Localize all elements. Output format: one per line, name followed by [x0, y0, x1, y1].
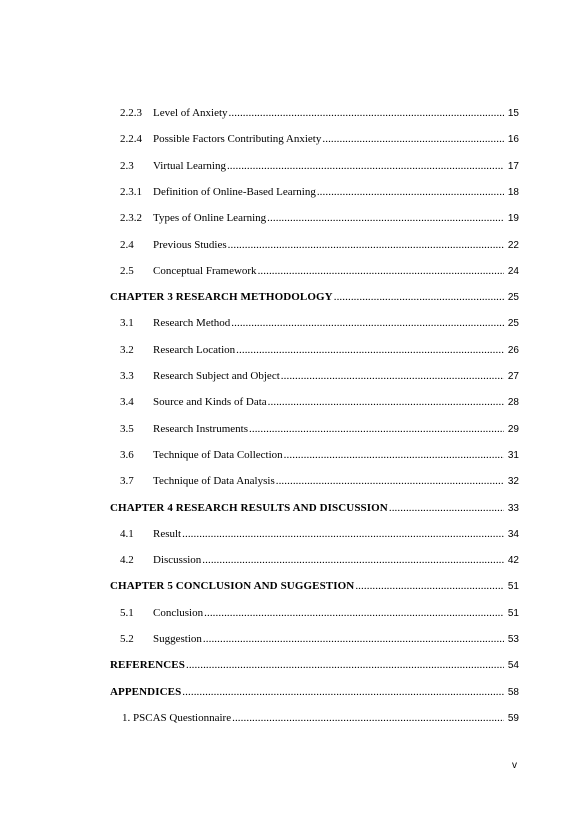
dot-leader: [182, 686, 504, 698]
dot-leader: [236, 344, 504, 356]
toc-entry[interactable]: [120, 265, 519, 285]
dot-leader: [267, 212, 504, 224]
toc-entry-number: 2.4: [120, 238, 134, 251]
toc-entry-page: 25: [507, 292, 519, 304]
toc-entry-number: 2.3.2: [120, 212, 142, 225]
dot-leader: [355, 580, 504, 592]
toc-entry-title: Conclusion: [153, 606, 204, 619]
toc-chapter-entry[interactable]: [110, 502, 519, 522]
dot-leader: [228, 239, 504, 251]
toc-entry-page: 27: [507, 371, 519, 382]
dot-leader: [227, 160, 504, 172]
page-number: v: [512, 760, 517, 771]
toc-entry-page: 22: [507, 239, 519, 251]
toc-entry[interactable]: [120, 212, 519, 232]
dot-leader: [249, 423, 504, 435]
toc-entry-title: CHAPTER 4 RESEARCH RESULTS AND DISCUSSION: [110, 501, 388, 514]
toc-entry-page: 31: [507, 449, 519, 461]
toc-entry-page: 28: [507, 397, 519, 409]
toc-entry-number: 3.1: [120, 317, 134, 330]
toc-entry-title: Research Subject and Object: [153, 370, 280, 382]
toc-appendix-entry[interactable]: [122, 712, 519, 732]
toc-entry-title: Types of Online Learning: [153, 212, 267, 225]
toc-entry-title: Previous Studies: [153, 238, 227, 251]
toc-entry-title: CHAPTER 3 RESEARCH METHODOLOGY: [110, 291, 333, 304]
toc-entry[interactable]: [120, 449, 519, 469]
toc-chapter-entry[interactable]: [110, 659, 519, 679]
toc-entry-page: 18: [507, 186, 519, 198]
toc-entry-number: 3.2: [120, 343, 134, 356]
toc-entry[interactable]: [120, 317, 519, 337]
toc-entry[interactable]: [120, 607, 519, 627]
toc-entry-title: Virtual Learning: [153, 159, 226, 172]
toc-entry-number: 3.4: [120, 396, 134, 409]
toc-entry-number: 3.7: [120, 475, 134, 488]
toc-entry-page: 24: [507, 265, 519, 277]
toc-entry-title: 1. PSCAS Questionnaire: [122, 711, 232, 724]
dot-leader: [182, 528, 504, 540]
toc-entry-page: 25: [507, 318, 519, 330]
dot-leader: [389, 502, 504, 514]
toc-entry-number: 2.2.3: [120, 107, 142, 119]
toc-entry-title: Source and Kinds of Data: [153, 396, 267, 409]
toc-chapter-entry[interactable]: [110, 686, 519, 706]
dot-leader: [284, 449, 504, 461]
toc-entry-title: Conceptual Framework: [153, 264, 257, 277]
toc-entry-number: 2.3.1: [120, 185, 142, 198]
toc-entry-page: 17: [507, 160, 519, 172]
dot-leader: [281, 370, 504, 382]
toc-entry[interactable]: [120, 423, 519, 443]
toc-entry[interactable]: [120, 528, 519, 548]
dot-leader: [202, 554, 504, 566]
toc-entry[interactable]: [120, 160, 519, 180]
toc-entry-title: Technique of Data Collection: [153, 448, 283, 461]
toc-entry[interactable]: [120, 370, 519, 390]
dot-leader: [203, 633, 504, 645]
toc-entry-page: 51: [507, 607, 519, 619]
dot-leader: [268, 396, 504, 408]
toc-entry[interactable]: [120, 239, 519, 259]
toc-entry-title: Result: [153, 527, 182, 540]
toc-entry-title: APPENDICES: [110, 685, 182, 698]
toc-entry-title: Research Method: [153, 317, 231, 330]
toc-entry-page: 19: [507, 213, 519, 225]
toc-entry[interactable]: [120, 107, 519, 127]
toc-entry-number: 3.6: [120, 448, 134, 461]
toc-entry-number: 4.1: [120, 527, 134, 540]
dot-leader: [322, 133, 504, 145]
toc-entry-title: Suggestion: [153, 633, 202, 645]
toc-entry-number: 3.3: [120, 370, 134, 382]
toc-entry-page: 51: [507, 581, 519, 593]
toc-entry[interactable]: [120, 133, 519, 153]
dot-leader: [232, 712, 504, 724]
toc-entry-title: Possible Factors Contributing Anxiety: [153, 133, 322, 146]
toc-entry-page: 33: [507, 502, 519, 514]
toc-entry-page: 34: [507, 528, 519, 540]
toc-entry[interactable]: [120, 344, 519, 364]
toc-chapter-entry[interactable]: [110, 291, 519, 311]
dot-leader: [231, 317, 504, 329]
toc-entry-page: 59: [507, 712, 519, 724]
toc-entry-title: Technique of Data Analysis: [153, 475, 275, 488]
toc-entry-number: 3.5: [120, 422, 134, 435]
toc-chapter-entry[interactable]: [110, 580, 519, 600]
toc-entry-title: CHAPTER 5 CONCLUSION AND SUGGESTION: [110, 580, 355, 593]
toc-entry-title: Definition of Online-Based Learning: [153, 185, 316, 198]
toc-entry-page: 29: [507, 423, 519, 435]
toc-entry-page: 16: [507, 134, 519, 146]
toc-entry-title: Research Instruments: [153, 422, 248, 435]
toc-entry-page: 42: [507, 555, 519, 567]
toc-entry-page: 32: [507, 476, 519, 488]
toc-entry-number: 5.1: [120, 606, 134, 619]
dot-leader: [204, 607, 504, 619]
dot-leader: [276, 475, 504, 487]
toc-entry-number: 2.3: [120, 159, 134, 172]
toc-entry-title: REFERENCES: [110, 659, 185, 672]
toc-entry-title: Discussion: [153, 554, 202, 567]
toc-entry-number: 5.2: [120, 633, 134, 645]
dot-leader: [258, 265, 504, 277]
toc-entry-number: 2.5: [120, 264, 134, 277]
toc-entry[interactable]: [120, 396, 519, 416]
toc-entry-page: 54: [507, 660, 519, 672]
dot-leader: [229, 107, 504, 119]
toc-entry[interactable]: [120, 186, 519, 206]
toc-entry-title: Level of Anxiety: [153, 107, 228, 119]
toc-entry-number: 4.2: [120, 554, 134, 567]
toc-entry[interactable]: [120, 475, 519, 495]
toc-entry-page: 58: [507, 686, 519, 698]
toc-entry-title: Research Location: [153, 343, 236, 356]
toc-entry-page: 26: [507, 344, 519, 356]
toc-entry[interactable]: [120, 554, 519, 574]
dot-leader: [317, 186, 504, 198]
dot-leader: [334, 291, 504, 303]
dot-leader: [186, 659, 504, 671]
toc-entry[interactable]: [120, 633, 519, 653]
toc-entry-page: 15: [507, 108, 519, 119]
toc-entry-page: 53: [507, 634, 519, 645]
toc-entry-number: 2.2.4: [120, 133, 142, 146]
